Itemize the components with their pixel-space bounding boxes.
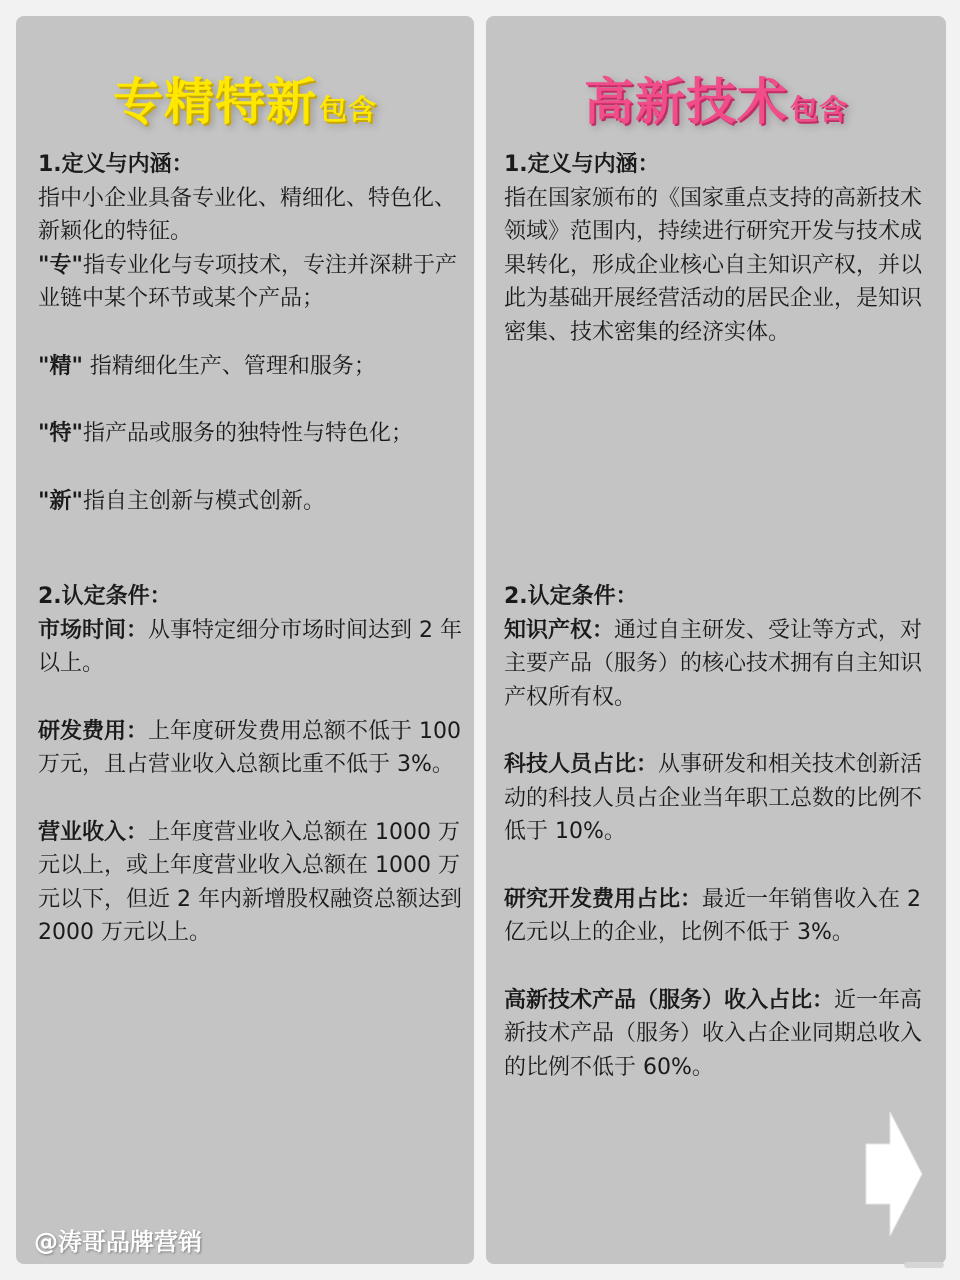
item-text: 从事特定细分市场时间达到 2 年以上。 [38, 617, 462, 676]
right-criteria-ip [504, 614, 932, 715]
left-panel [16, 16, 474, 1264]
column-divider [474, 14, 486, 1266]
item-text: 指自主创新与模式创新。 [82, 488, 325, 514]
right-criteria-section [504, 580, 932, 1084]
right-definition-heading: 1.定义与内涵： [504, 152, 660, 177]
item-label: "特" [38, 421, 83, 446]
right-criteria-heading: 2.认定条件： [504, 584, 638, 609]
item-text: 指专业化与专项技术，专注并深耕于产业链中某个环节或某个产品； [38, 252, 457, 311]
left-definition-heading: 1.定义与内涵： [38, 152, 194, 177]
left-criteria-revenue [38, 816, 464, 950]
item-label: "新" [38, 488, 83, 514]
item-label: 高新技术产品（服务）收入占比： [504, 987, 835, 1013]
item-text: 从事研发和相关技术创新活动的科技人员占企业当年职工总数的比例不低于 10%。 [504, 752, 923, 844]
item-label: 科技人员占比： [504, 752, 659, 777]
item-label: "精" [38, 353, 83, 379]
right-criteria-staff-ratio [504, 748, 932, 849]
item-label: 市场时间： [38, 617, 149, 643]
item-label: 研发费用： [38, 718, 149, 744]
item-text: 通过自主研发、受让等方式，对主要产品（服务）的核心技术拥有自主知识产权所有权。 [504, 617, 923, 710]
item-text: 最近一年销售收入在 2 亿元以上的企业，比例不低于 3%。 [504, 886, 922, 945]
left-definition-section [38, 148, 464, 518]
right-panel [486, 16, 946, 1264]
item-text: 上年度营业收入总额在 1000 万元以上，或上年度营业收入总额在 1000 万元以下，但近 2 年内新增股权融资总额达到 2000 万元以上。 [38, 819, 462, 945]
left-item-xin [38, 485, 464, 519]
item-label: 知识产权： [504, 617, 615, 643]
left-title [16, 62, 474, 134]
left-criteria-rd-cost [38, 715, 464, 782]
item-label: "专" [38, 252, 83, 278]
watermark: @涛哥品牌营销 [34, 1228, 202, 1256]
home-indicator [904, 1262, 944, 1268]
item-label: 研究开发费用占比： [504, 886, 703, 912]
arrow-right-icon[interactable] [864, 1110, 924, 1238]
right-definition-intro: 指在国家颁布的《国家重点支持的高新技术领域》范围内，持续进行研究开发与技术成果转化，形成企业核心自主知识产权，并以此为基础开展经营活动的居民企业，是知识密集、技术密集的经济实体。 [504, 185, 923, 345]
left-item-jing [38, 350, 464, 384]
right-criteria-rd-ratio [504, 883, 932, 950]
right-title [486, 62, 946, 134]
left-definition-intro: 指中小企业具备专业化、精细化、特色化、新颖化的特征。 [38, 185, 457, 244]
left-criteria-section [38, 580, 464, 950]
left-criteria-heading: 2.认定条件： [38, 584, 172, 609]
left-item-te [38, 417, 464, 451]
item-text: 指精细化生产、管理和服务； [82, 353, 376, 379]
item-text: 上年度研发费用总额不低于 100 万元，且占营业收入总额比重不低于 3%。 [38, 718, 462, 777]
right-definition-section [504, 148, 932, 349]
left-title-suffix: 包含 [318, 93, 377, 126]
right-title-main: 高新技术 [583, 73, 788, 131]
left-item-zhuan [38, 249, 464, 316]
item-label: 营业收入： [38, 819, 149, 845]
right-criteria-product-revenue [504, 984, 932, 1085]
left-title-main: 专精特新 [112, 73, 317, 131]
item-text: 近一年高新技术产品（服务）收入占企业同期总收入的比例不低于 60%。 [504, 987, 923, 1080]
right-title-suffix: 包含 [789, 93, 848, 126]
item-text: 指产品或服务的独特性与特色化； [82, 421, 413, 446]
left-criteria-market-time [38, 614, 464, 681]
